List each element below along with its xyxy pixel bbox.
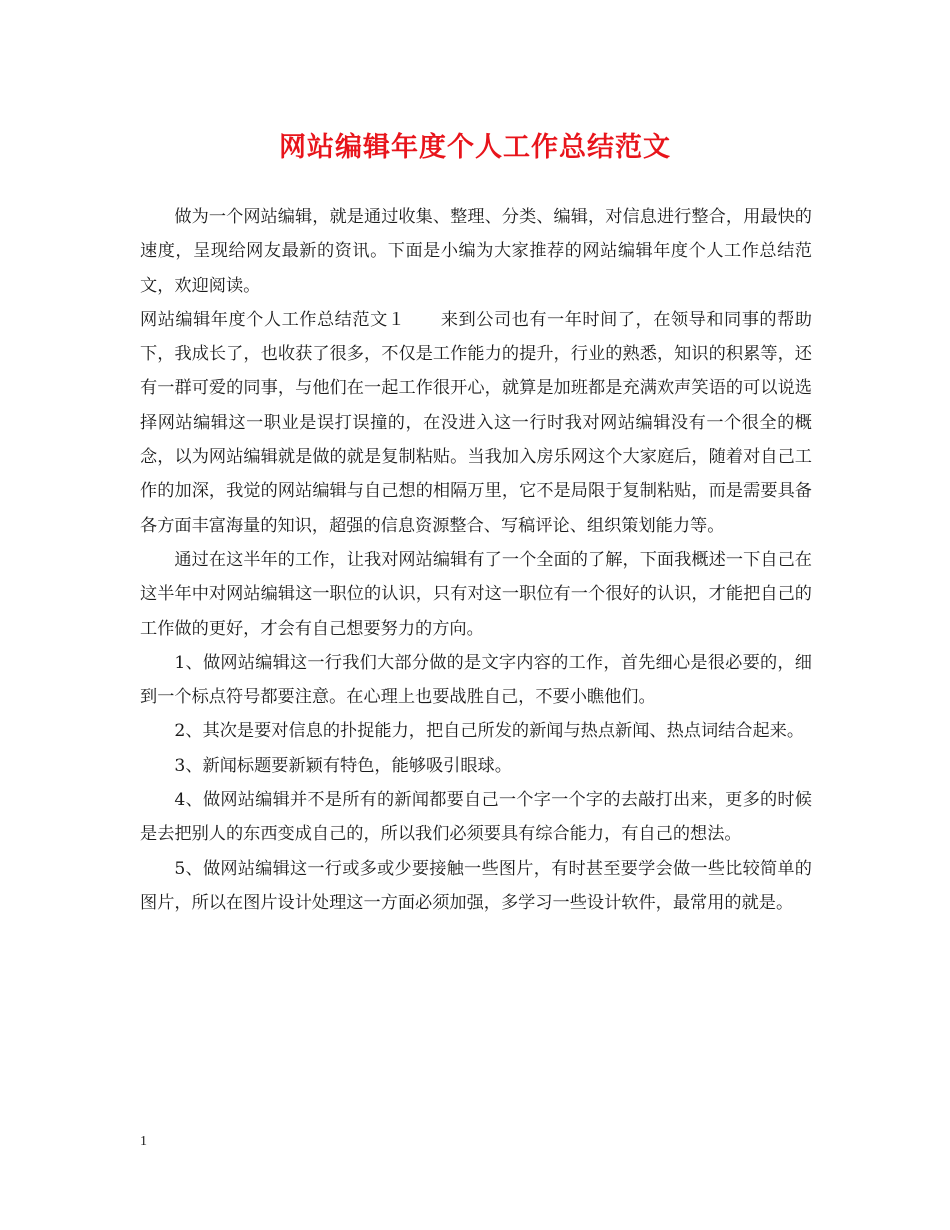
list-item-4: 4、做网站编辑并不是所有的新闻都要自己一个字一个字的去敲打出来，更多的时候是去把别人的东西变成自己的，所以我们必须要具有综合能力，有自己的想法。: [140, 790, 812, 845]
section-paragraph-1: 网站编辑年度个人工作总结范文１ 来到公司也有一年时间了，在领导和同事的帮助下，我成长了，也收获了很多，不仅是工作能力的提升，行业的熟悉，知识的积累等，还有一群可爱的同事，与他们在一起工作很开心，就算是加班都是充满欢声笑语的可以说选择网站编辑这一职业是误打误撞的，在没进入这一行时我对网站编辑没有一个很全的概念，以为网站编辑就是做的就是复制粘贴。当我加入房乐网这个大家庭后，随着对自己工作的加深，我觉的网站编辑与自己想的相隔万里，它不是局限于复制粘贴，而是需要具备各方面丰富海量的知识，超强的信息资源整合、写稿评论、组织策划能力等。: [140, 309, 812, 536]
list-item-2: 2、其次是要对信息的扑捉能力，把自己所发的新闻与热点新闻、热点词结合起来。: [174, 721, 805, 742]
page-title: 网站编辑年度个人工作总结范文: [279, 132, 671, 163]
list-item-3: 3、新闻标题要新颖有特色，能够吸引眼球。: [174, 755, 512, 776]
list-item-5: 5、做网站编辑这一行或多或少要接触一些图片，有时甚至要学会做一些比较简单的图片，所以在图片设计处理这一方面必须加强，多学习一些设计软件，最常用的就是。: [140, 858, 812, 913]
intro-paragraph: 做为一个网站编辑，就是通过收集、整理、分类、编辑，对信息进行整合，用最快的速度，呈现给网友最新的资讯。下面是小编为大家推荐的网站编辑年度个人工作总结范文，欢迎阅读。: [140, 207, 812, 296]
list-item-1: 1、做网站编辑这一行我们大部分做的是文字内容的工作，首先细心是很必要的，细到一个标点符号都要注意。在心理上也要战胜自己，不要小瞧他们。: [140, 652, 812, 708]
overview-paragraph: 通过在这半年的工作，让我对网站编辑有了一个全面的了解，下面我概述一下自己在这半年中对网站编辑这一职位的认识，只有对这一职位有一个很好的认识，才能把自己的工作做的更好，才会有自己想要努力的方向。: [140, 549, 812, 639]
document-body: [140, 200, 812, 920]
page-number: 1: [140, 1134, 147, 1149]
